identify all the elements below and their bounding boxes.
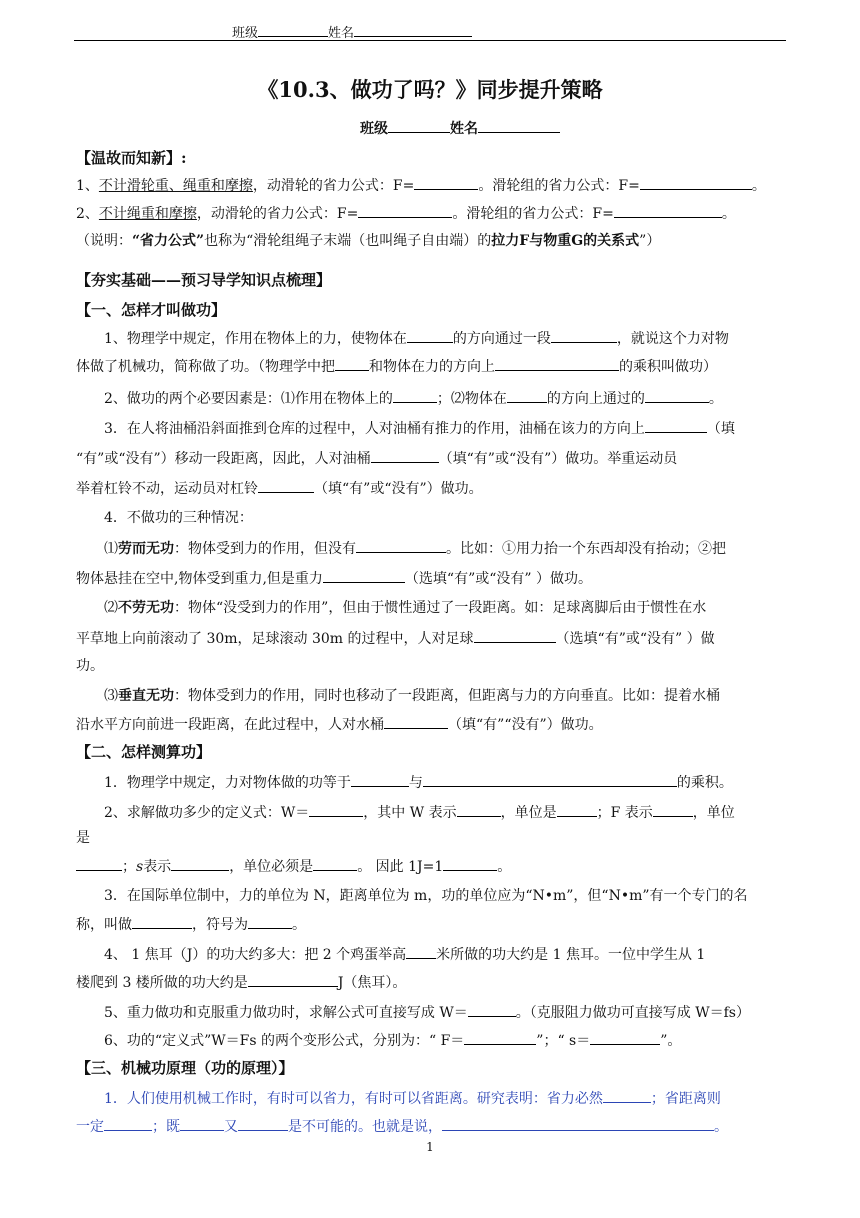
subtitle-name-label: 姓名 xyxy=(450,121,478,137)
text: 。 xyxy=(714,1119,728,1135)
text: ：物体受到力的作用，同时也移动了一段距离，但距离与力的方向垂直。比如：提着水桶 xyxy=(174,688,720,704)
text: J（焦耳）。 xyxy=(337,975,407,991)
answer-blank[interactable] xyxy=(393,388,437,403)
text: 。 xyxy=(751,178,766,194)
text: 一定 xyxy=(76,1119,104,1135)
answer-blank[interactable] xyxy=(495,356,619,371)
text: 1．人们使用机械工作时，有时可以省力，有时可以省距离。研究表明：省力必然 xyxy=(104,1091,603,1107)
text: 。 xyxy=(497,859,512,875)
answer-blank[interactable] xyxy=(457,802,501,817)
review-note xyxy=(76,231,660,251)
answer-blank[interactable] xyxy=(590,1030,660,1045)
text: 6、功的“定义式”W＝Fs 的两个变形公式，分别为：“ F＝ xyxy=(104,1033,465,1049)
bold-term: 垂直无功 xyxy=(118,688,174,704)
s1-case-1-line-1 xyxy=(104,538,726,559)
text: 的乘积。 xyxy=(676,775,733,791)
answer-blank[interactable] xyxy=(104,1116,152,1131)
text: 也称为“滑轮组绳子末端（也叫绳子自由端）的 xyxy=(204,233,492,249)
section-3-heading: 【三、机械功原理（功的原理）】 xyxy=(76,1059,294,1077)
text: （说明： xyxy=(76,233,132,249)
text: 楼爬到 3 楼所做的功大约是 xyxy=(76,975,248,991)
text: 举着杠铃不动，运动员对杠铃 xyxy=(76,481,258,497)
header-name-blank[interactable] xyxy=(354,22,472,37)
answer-blank[interactable] xyxy=(407,328,453,343)
answer-blank[interactable] xyxy=(238,1116,288,1131)
answer-blank[interactable] xyxy=(76,856,122,871)
text: ”） xyxy=(639,233,661,249)
answer-blank[interactable] xyxy=(258,478,314,493)
section-2-heading: 【二、怎样测算功】 xyxy=(76,743,212,761)
answer-blank[interactable] xyxy=(645,418,707,433)
text: ⑶ xyxy=(104,688,118,704)
s2-p2-line-2: 是 xyxy=(76,830,90,846)
text: 的乘积叫做功） xyxy=(619,359,717,375)
text: 。（克服阻力做功可直接写成 W＝fs） xyxy=(515,1005,750,1021)
text: ，单位 xyxy=(692,805,735,821)
underlined-condition: 不计绳重和摩擦 xyxy=(98,206,197,222)
subtitle-class-blank[interactable] xyxy=(388,118,450,133)
text: 米所做的功大约是 1 焦耳。一位中学生从 1 xyxy=(436,947,706,963)
italic-symbol: s xyxy=(136,859,144,875)
s2-p4-line-1 xyxy=(104,944,705,965)
answer-blank[interactable] xyxy=(358,203,452,218)
s1-case-3-line-2 xyxy=(76,714,603,735)
answer-blank[interactable] xyxy=(406,944,436,959)
answer-blank[interactable] xyxy=(423,772,677,787)
s2-p3-line-2 xyxy=(76,914,306,935)
answer-blank[interactable] xyxy=(356,538,446,553)
text: ⑵ xyxy=(104,600,118,616)
answer-blank[interactable] xyxy=(442,1116,714,1131)
text: 。滑轮组的省力公式：F= xyxy=(452,206,614,222)
s2-p1 xyxy=(104,772,733,793)
text: （选填“有”或“没有” ）做功。 xyxy=(404,571,592,587)
s2-p5 xyxy=(104,1002,750,1023)
answer-blank[interactable] xyxy=(309,802,363,817)
header-class-label: 班级 xyxy=(232,26,259,41)
s2-p4-line-2 xyxy=(76,972,406,993)
text: 5、重力做功和克服重力做功时，求解公式可直接写成 W＝ xyxy=(104,1005,468,1021)
text: 称，叫做 xyxy=(76,917,132,933)
bold-term: “省力公式” xyxy=(132,233,205,249)
base-heading: 【夯实基础——预习导学知识点梳理】 xyxy=(76,271,332,289)
text: 与 xyxy=(408,775,423,791)
answer-blank[interactable] xyxy=(614,203,722,218)
text: ，就说这个力对物 xyxy=(616,331,729,347)
text: 平草地上向前滚动了 30m，足球滚动 30m 的过程中，人对足球 xyxy=(76,631,474,647)
underlined-condition: 不计滑轮重、绳重和摩擦 xyxy=(98,178,253,194)
text: 2、 xyxy=(76,206,99,222)
header-fields xyxy=(232,22,472,41)
text: ；F 表示 xyxy=(596,805,653,821)
bold-term: 拉力F与物重G的关系式 xyxy=(491,233,640,249)
answer-blank[interactable] xyxy=(507,388,547,403)
answer-blank[interactable] xyxy=(603,1088,651,1103)
text: ；⑵物体在 xyxy=(436,391,507,407)
text: ，单位是 xyxy=(500,805,557,821)
answer-blank[interactable] xyxy=(171,856,229,871)
answer-blank[interactable] xyxy=(551,328,617,343)
text: ；既 xyxy=(152,1119,180,1135)
s2-p2-line-1 xyxy=(104,802,735,823)
answer-blank[interactable] xyxy=(313,856,357,871)
s3-p1-line-1 xyxy=(104,1088,721,1109)
text: 。 xyxy=(721,206,736,222)
text: ，单位必须是 xyxy=(229,859,314,875)
text: 的方向通过一段 xyxy=(452,331,551,347)
text: 的方向上通过的 xyxy=(546,391,645,407)
review-line-2 xyxy=(76,203,736,224)
answer-blank[interactable] xyxy=(323,568,405,583)
answer-blank[interactable] xyxy=(132,914,192,929)
header-class-blank[interactable] xyxy=(258,22,328,37)
answer-blank[interactable] xyxy=(645,388,709,403)
text: 。 xyxy=(292,917,306,933)
text: ：物体“没受到力的作用”，但由于惯性通过了一段距离。如：足球离脚后由于惯性在水 xyxy=(174,600,707,616)
text: （选填“有”或“没有” ）做 xyxy=(555,631,715,647)
text: ”；“ s＝ xyxy=(536,1033,591,1049)
page-title: 《10.3、做功了吗？》同步提升策略 xyxy=(257,77,603,102)
text: 。滑轮组的省力公式：F= xyxy=(478,178,640,194)
text: 表示 xyxy=(143,859,172,875)
s1-case-3-line-1 xyxy=(104,686,720,706)
text: ； xyxy=(122,859,136,875)
text: （填“有”“没有”）做功。 xyxy=(448,717,603,733)
answer-blank[interactable] xyxy=(180,1116,224,1131)
text: ，动滑轮的省力公式：F= xyxy=(196,206,359,222)
answer-blank[interactable] xyxy=(248,914,292,929)
answer-blank[interactable] xyxy=(335,356,369,371)
text: 。比如：①用力抬一个东西却没有抬动；②把 xyxy=(446,541,726,557)
header-rule xyxy=(74,40,786,41)
subtitle-class-label: 班级 xyxy=(360,121,388,137)
text: ，动滑轮的省力公式：F= xyxy=(252,178,415,194)
text: 1、物理学中规定，作用在物体上的力，使物体在 xyxy=(104,331,407,347)
text: ：物体受到力的作用，但没有 xyxy=(174,541,356,557)
bold-term: 劳而无功 xyxy=(118,541,174,557)
text: 1．物理学中规定，力对物体做的功等于 xyxy=(104,775,351,791)
text: 2、做功的两个必要因素是：⑴作用在物体上的 xyxy=(104,391,393,407)
s1-p3-line-1 xyxy=(104,418,735,439)
text: 4、 1 焦耳（J）的功大约多大：把 2 个鸡蛋举高 xyxy=(104,947,407,963)
s1-p4: 4．不做功的三种情况： xyxy=(104,510,253,526)
answer-blank[interactable] xyxy=(443,856,497,871)
review-line-1 xyxy=(76,175,766,196)
text: 1、 xyxy=(76,178,99,194)
answer-blank[interactable] xyxy=(351,772,409,787)
s1-case-2-line-2 xyxy=(76,628,715,649)
answer-blank[interactable] xyxy=(384,714,448,729)
bold-term: 不劳无功 xyxy=(118,600,174,616)
text: （填“有”或“没有”）做功。举重运动员 xyxy=(438,451,678,467)
text: ；省距离则 xyxy=(650,1091,721,1107)
s1-p3-line-3 xyxy=(76,478,483,499)
s1-case-1-line-2 xyxy=(76,568,592,589)
s1-p1-line-2 xyxy=(76,356,717,377)
text: （填 xyxy=(706,421,735,437)
text: ”。 xyxy=(660,1033,682,1049)
text: 沿水平方向前进一段距离，在此过程中，人对水桶 xyxy=(76,717,384,733)
s3-p1-line-2 xyxy=(76,1116,728,1137)
text: “有”或“没有”）移动一段距离，因此，人对油桶 xyxy=(76,451,371,467)
text: 。 xyxy=(708,391,723,407)
text: 物体悬挂在空中,物体受到重力,但是重力 xyxy=(76,571,323,587)
answer-blank[interactable] xyxy=(414,175,478,190)
text: 又 xyxy=(224,1119,238,1135)
text: ，其中 W 表示 xyxy=(363,805,457,821)
s1-case-2-line-1 xyxy=(104,598,706,618)
text: 体做了机械功，简称做了功。（物理学中把 xyxy=(76,359,335,375)
answer-blank[interactable] xyxy=(653,802,693,817)
s1-case-2-line-3: 功。 xyxy=(76,658,104,674)
answer-blank[interactable] xyxy=(248,972,338,987)
text: 和物体在力的方向上 xyxy=(369,359,495,375)
header-name-label: 姓名 xyxy=(328,26,355,41)
page-number: 1 xyxy=(426,1140,434,1154)
s2-p6 xyxy=(104,1030,681,1051)
answer-blank[interactable] xyxy=(371,448,439,463)
s2-p3-line-1: 3．在国际单位制中，力的单位为 N，距离单位为 m，功的单位应为“N•m”，但“N•m”有一个专门的名 xyxy=(104,888,748,904)
s2-p2-line-3 xyxy=(76,856,511,877)
answer-blank[interactable] xyxy=(557,802,597,817)
subtitle-fields xyxy=(360,118,560,138)
s1-p1-line-1 xyxy=(104,328,729,349)
answer-blank[interactable] xyxy=(464,1030,536,1045)
text: 2、求解做功多少的定义式：W＝ xyxy=(104,805,310,821)
answer-blank[interactable] xyxy=(640,175,752,190)
text: ⑴ xyxy=(104,541,118,557)
text: 。 因此 1J=1 xyxy=(357,859,444,875)
text: 3．在人将油桶沿斜面推到仓库的过程中，人对油桶有推力的作用，油桶在该力的方向上 xyxy=(104,421,645,437)
text: ，符号为 xyxy=(192,917,248,933)
text: （填“有”或“没有”）做功。 xyxy=(314,481,483,497)
s1-p2 xyxy=(104,388,723,409)
subtitle-name-blank[interactable] xyxy=(478,118,560,133)
s1-p3-line-2 xyxy=(76,448,677,469)
section-1-heading: 【一、怎样才叫做功】 xyxy=(76,301,227,319)
answer-blank[interactable] xyxy=(468,1002,516,1017)
text: 是不可能的。也就是说， xyxy=(288,1119,442,1135)
answer-blank[interactable] xyxy=(474,628,556,643)
review-heading: 【温故而知新】: xyxy=(76,149,187,167)
